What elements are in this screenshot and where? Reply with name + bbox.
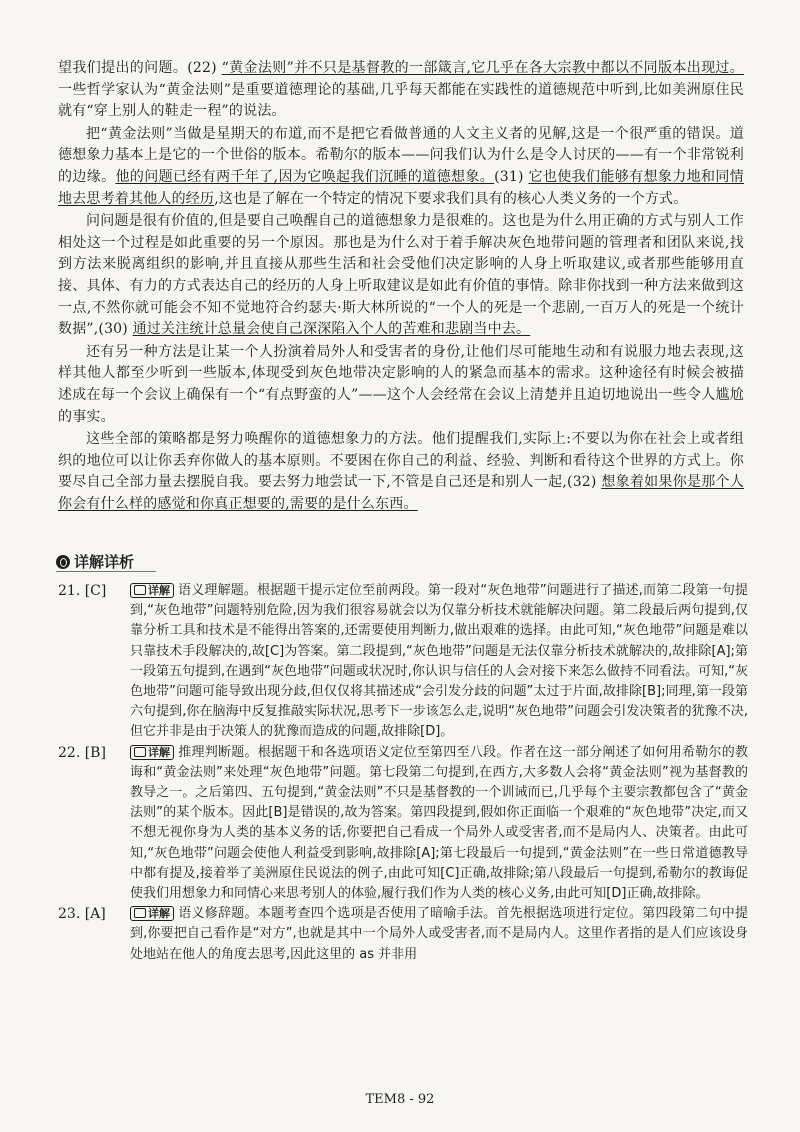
section-heading <box>56 551 134 572</box>
underlined-sentence: 他的问题已经有两千年了,因为它唤起我们沉睡的道德想象。 <box>115 168 495 185</box>
explanation-badge <box>130 745 174 760</box>
underlined-sentence: 通过关注统计总量会使自己深深陷入个人的苦难和悲剧当中去。 <box>132 321 531 338</box>
text-segment: 问问题是很有价值的,但是要自己唤醒自己的道德想象力是很难的。这也是为什么用正确的方式与别人工作相处这一个过程是如此重要的另一个原因。那也是为什么对于着手解决灰色地带问题的管理者和团队来说,找到方法来脱离组织的影响,并且直接从那些生活和社会受他们决定影响的人身上听取建议,或者那些能够用直接、具体、有力的方式表达自己的经历的人身上听取建议是如此有价值的事情。除非你找到一种方法来做到这一点,不然你就可能会不知不觉地符合约瑟夫·斯大林所说的“一个人的死是一个悲剧,一百万人的死是一个统计数据”,(30) <box>58 213 744 338</box>
section-title: 详解详析 <box>74 553 135 571</box>
text-segment: 还有另一种方法是让某一个人扮演着局外人和受害者的身份,让他们尽可能地生动和有说服力地去表现,这样其他人都至少听到一些版本,体现受到灰色地带决定影响的人的紧急而基本的需求。这种途径有时候会被描述成在每一个会议上确保有一个“有点野蛮的人”——这个人会经常在会议上清楚并且迫切地说出一些令人尴尬的事实。 <box>58 343 744 425</box>
text-segment: 这些全部的策略都是努力唤醒你的道德想象力的方法。他们提醒我们,实际上:不要以为你在社会上或者组织的地位可以让你丢弃你做人的基本原则。不要困在你自己的利益、经验、判断和看待这个世界的方式上。你要尽自己全部力量去摆脱自我。要去努力地尝试一下,不管是自己还是和别人一起,(32) <box>58 431 744 491</box>
page-number: TEM8 - 92 <box>365 1092 435 1107</box>
answer-number: 22. [B] <box>58 744 106 761</box>
answer-explanation <box>130 743 748 905</box>
passage-text <box>58 58 744 516</box>
paragraph <box>58 342 744 428</box>
badge-label: 详解 <box>148 584 170 597</box>
paragraph <box>58 124 744 210</box>
answer-item <box>58 581 748 743</box>
text-segment: 把“黄金法则”当做是星期天的布道,而不是把它看做普通的人文主义者的见解,这是一个很严重的错误。道德想象力基本上是它的一个世俗的版本。希勒尔的版本——问我们认为什么是令人讨厌的——有一个非常锐利的边缘。 <box>58 125 744 185</box>
answer-item <box>58 904 748 965</box>
paragraph <box>58 58 744 123</box>
answer-number: 23. [A] <box>58 906 106 923</box>
paragraph <box>58 429 744 515</box>
text-segment: 望我们提出的问题。(22) <box>58 60 222 76</box>
underlined-sentence: 它也使我们能够有想象力地和同情地去思考着其他人的经历 <box>58 168 744 207</box>
underlined-sentence: 想象着如果你是那个人你会有什么样的感觉和你真正想要的,需要的是什么东西。 <box>58 474 744 512</box>
text-segment: 一些哲学家认为“黄金法则”是重要道德理论的基础,几乎每天都能在实践性的道德规范中听到,比如美洲原住民就有“穿上别人的鞋走一程”的说法。 <box>58 81 744 120</box>
book-icon <box>134 747 146 757</box>
book-icon <box>134 908 146 918</box>
badge-label: 详解 <box>148 907 170 921</box>
text-segment: ,这也是了解在一个特定的情况下要求我们具有的核心人类义务的一个方式。 <box>214 190 688 207</box>
magnifier-icon <box>56 555 70 569</box>
underlined-sentence: “黄金法则”并不只是基督教的一部箴言,它几乎在各大宗教中都以不同版本出现过。 <box>221 60 744 76</box>
text-segment: (31) <box>494 168 529 185</box>
book-icon <box>134 585 146 595</box>
heading-divider <box>56 571 156 572</box>
answer-explanation <box>130 904 748 965</box>
explanation-text: 推理判断题。根据题干和各选项语义定位至第四至八段。作者在这一部分阐述了如何用希勒尔的教诲和“黄金法则”来处理“灰色地带”问题。第七段第二句提到,在西方,大多数人会将“黄金法则”视为基督教的教导之一。之后第四、五句提到,“黄金法则”不只是基督教的一个训诫而已,几乎每个主要宗教都包含了“黄金法则”的某个版本。因此[B]是错误的,故为答案。第四段提到,假如你正面临一个艰难的“灰色地带”决定,而又不想无视你身为人类的基本义务的话,你要把自己看成一个局外人或受害者,而不是局内人、决策者。由此可知,“灰色地带”问题会使他人利益受到影响,故排除[A];第七段最后一句提到,“黄金法则”在一些日常道德教导中都有提及,接着举了美洲原住民说法的例子,由此可知[C]正确,故排除;第八段最后一句提到,希勒尔的教诲促使我们用想象力和同情心来思考别人的体验,履行我们作为人类的核心义务,由此可知[D]正确,故排除。 <box>130 744 748 902</box>
answer-list <box>58 581 748 965</box>
explanation-badge <box>130 583 174 598</box>
paragraph <box>58 211 744 341</box>
badge-label: 详解 <box>148 745 170 759</box>
explanation-badge <box>130 906 174 921</box>
answer-number: 21. [C] <box>58 583 107 599</box>
answer-explanation <box>130 581 748 743</box>
answer-item <box>58 743 748 905</box>
explanation-text: 语义修辞题。本题考查四个选项是否使用了暗喻手法。首先根据选项进行定位。第四段第二句中提到,你要把自己看作是“对方”,也就是其中一个局外人或受害者,而不是局内人。这里作者指的是人们应该设身处地站在他人的角度去思考,因此这里的 as 并非用 <box>130 906 748 962</box>
explanation-text: 语义理解题。根据题干提示定位至前两段。第一段对“灰色地带”问题进行了描述,而第二段第一句提到,“灰色地带”问题特别危险,因为我们很容易就会以为仅靠分析技术就能解决问题。第二段最后两句提到,仅靠分析工具和技术是不能得出答案的,还需要使用判断力,做出艰难的选择。由此可知,“灰色地带”问题是难以只靠技术手段解决的,故[C]为答案。第二段提到,“灰色地带”问题是无法仅靠分析技术就解决的,故排除[A];第一段第五句提到,在遇到“灰色地带”问题或状况时,你认识与信任的人会对接下来怎么做持不同看法。可知,“灰色地带”问题可能导致出现分歧,但仅仅将其描述成“会引发分歧的问题”太过于片面,故排除[B];同理,第一段第六句提到,你在脑海中反复推敲实际状况,思考下一步该怎么走,说明“灰色地带”问题会引发决策者的犹豫不决,但它并非是由于决策人的犹豫而造成的问题,故排除[D]。 <box>130 583 748 740</box>
